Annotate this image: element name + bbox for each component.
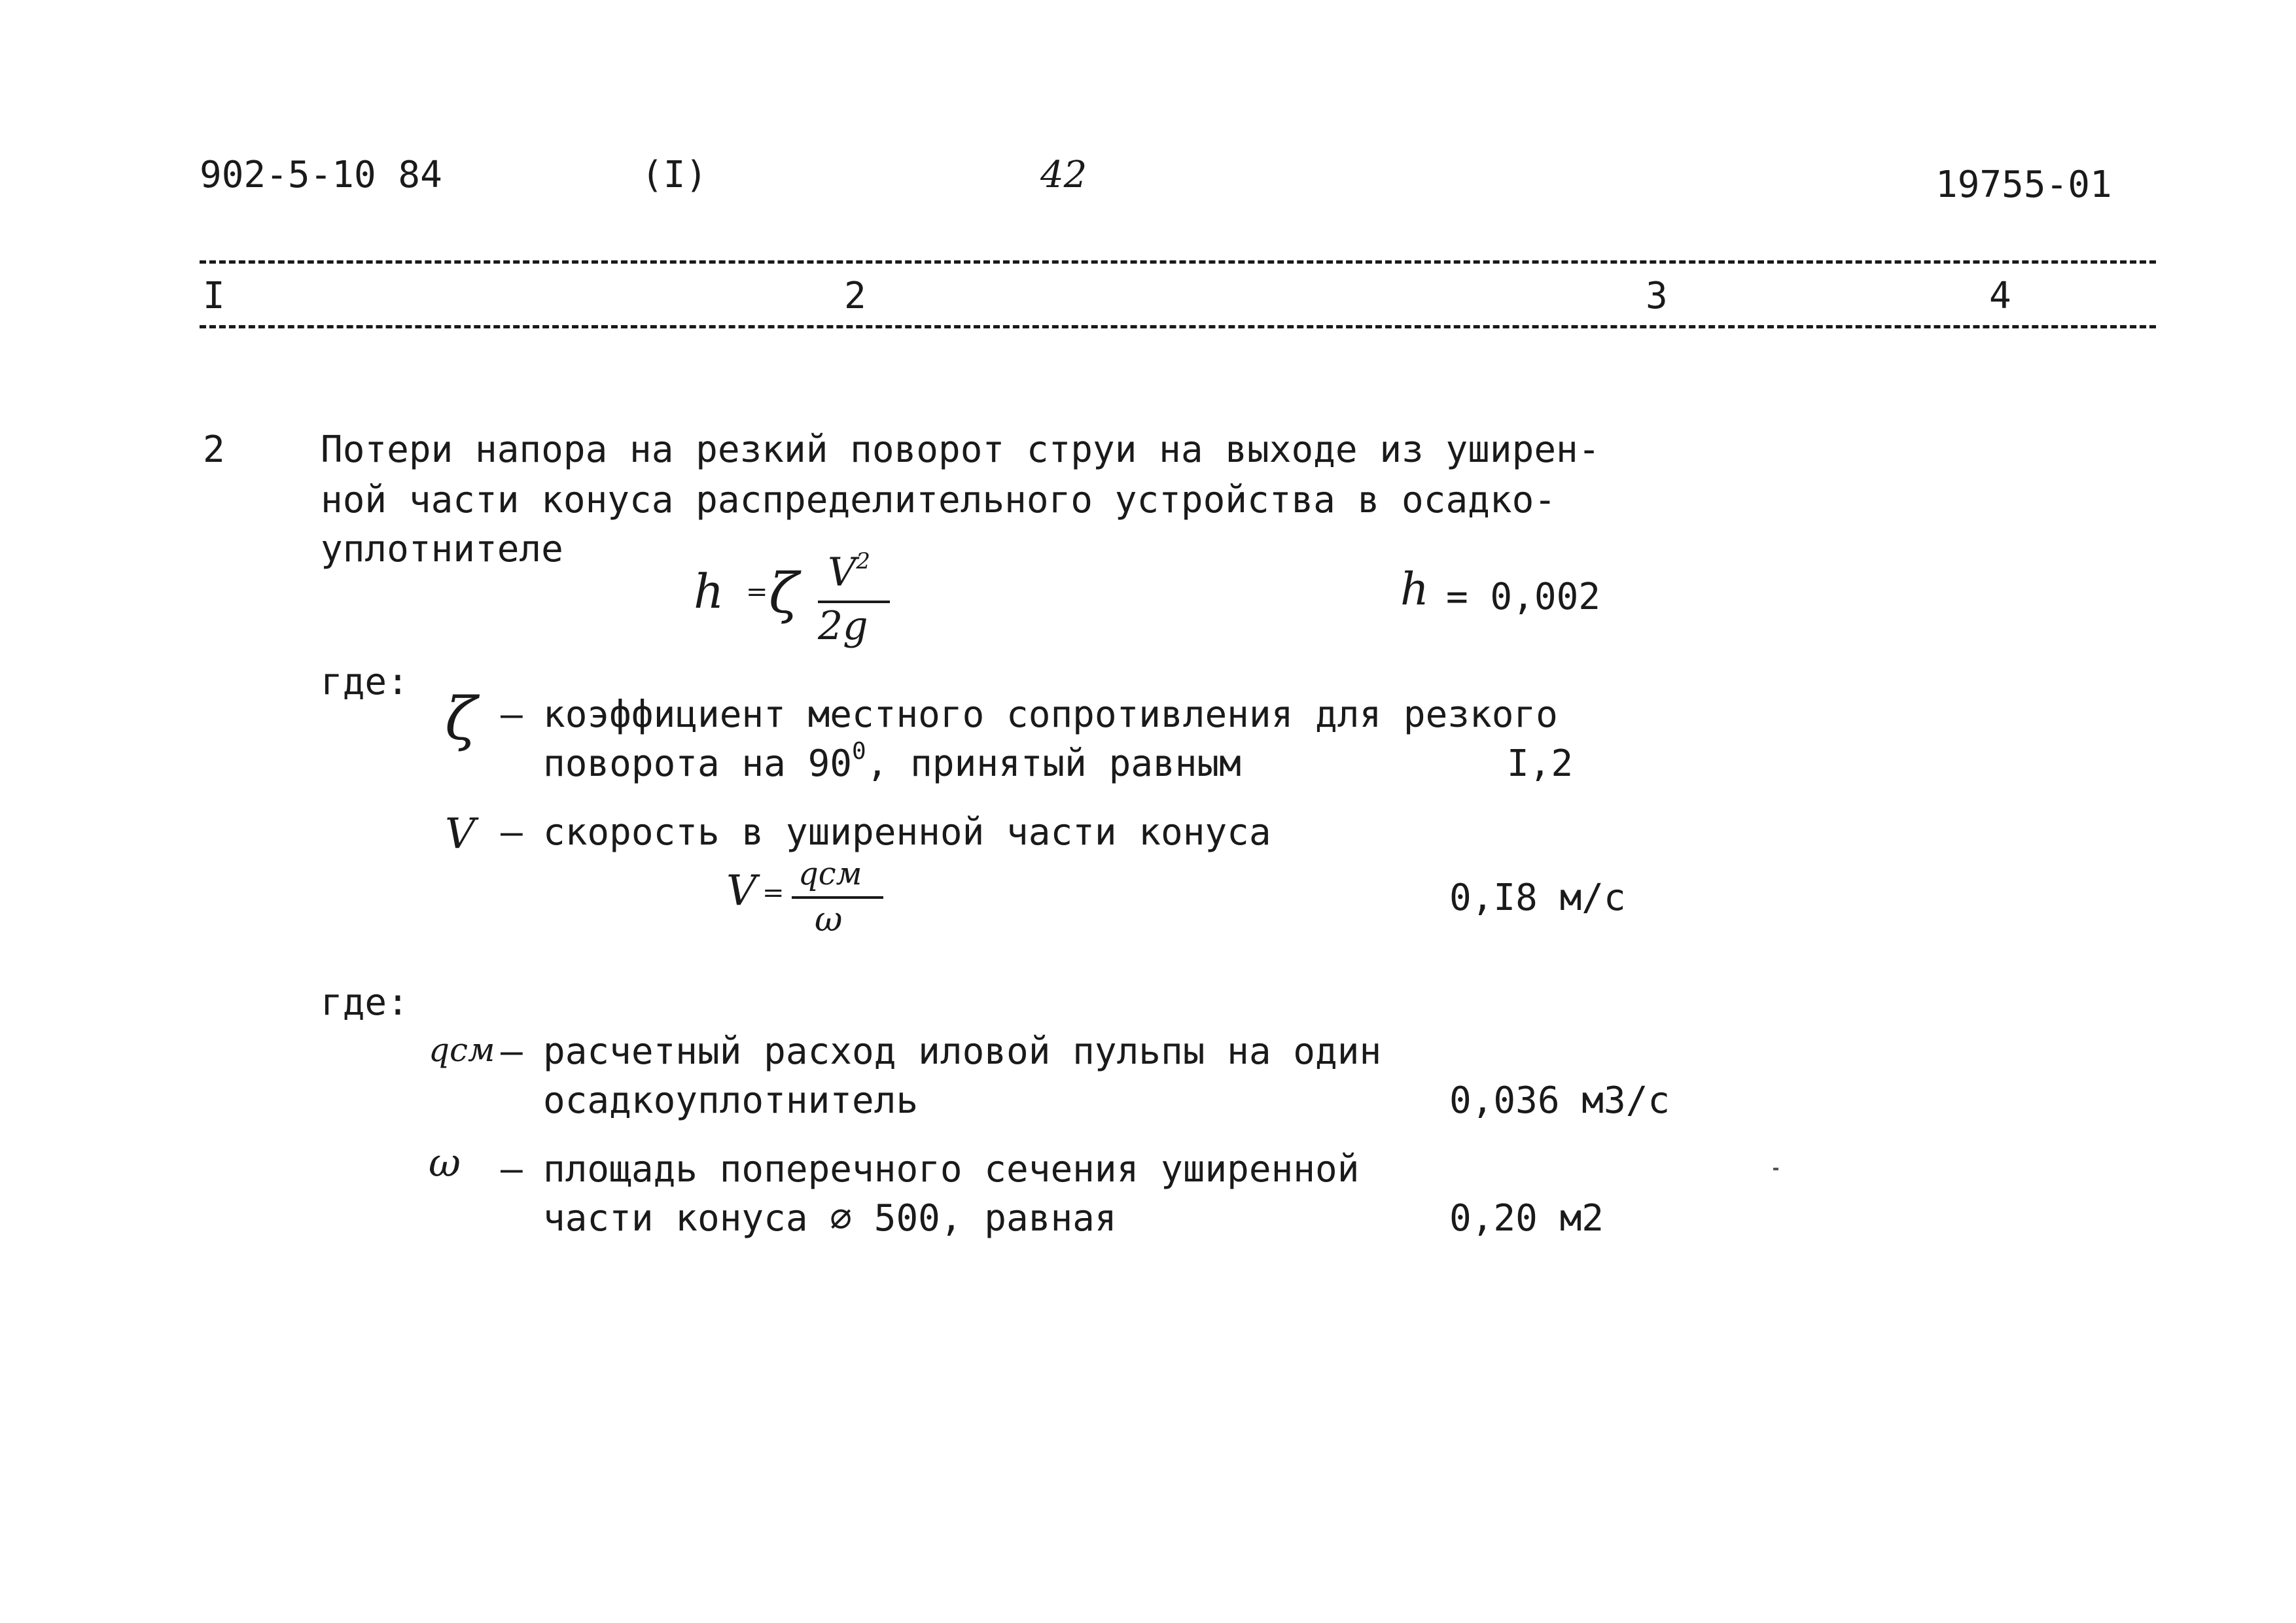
def-zeta-text-line-2: поворота на $90^0$, принятый равным (543, 738, 1241, 785)
formula-h-symbol: h (694, 564, 724, 619)
def-q-text-line-2: осадкоуплотнитель (543, 1079, 919, 1122)
doc-code: 902-5-10 84 (200, 154, 442, 196)
def-v-text: скорость в уширенной части конуса (543, 811, 1271, 854)
formula-v-fraction-bar (792, 896, 883, 899)
def-zeta-text-line-1: коэффициент местного сопротивления для резкого (543, 693, 1558, 736)
item-text-line-1: Потери напора на резкий поворот струи на выходе из уширен- (321, 428, 1600, 471)
column-number-1: I (203, 275, 225, 317)
result-h-symbol: h (1400, 564, 1429, 616)
sheet-code: 19755-01 (1935, 164, 2112, 206)
page-number: 42 (1040, 154, 1087, 196)
def-omega-text-line-1: площадь поперечного сечения уширенной (543, 1148, 1360, 1191)
def-v-value: 0,I8 м/с (1449, 877, 1626, 919)
def-zeta-symbol: ζ (445, 685, 477, 754)
album-number: (I) (641, 154, 708, 196)
formula-v-symbol: V (726, 867, 757, 915)
formula-v-numerator: qсм (798, 856, 862, 892)
item-text-line-3: уплотнителе (321, 528, 563, 570)
result-h-value: = 0,002 (1446, 576, 1601, 618)
def-zeta-value: I,2 (1507, 742, 1574, 785)
stray-dot (1773, 1168, 1778, 1170)
def-omega-value: 0,20 м2 (1449, 1197, 1604, 1240)
formula-equals: = (746, 577, 768, 607)
column-number-3: 3 (1646, 275, 1668, 317)
dashed-rule-bottom (200, 325, 2156, 328)
item-number: 2 (203, 428, 225, 471)
formula-denominator: 2g (818, 603, 868, 649)
def-omega-dash: – (501, 1148, 523, 1191)
item-text-line-2: ной части конуса распределительного устройства в осадко- (321, 479, 1557, 521)
column-number-2: 2 (844, 275, 866, 317)
formula-numerator: $V^2$ (828, 548, 870, 595)
formula-v-denominator: ω (815, 900, 843, 939)
def-q-dash: – (501, 1030, 523, 1073)
def-omega-symbol: ω (429, 1140, 461, 1186)
def-q-symbol: qсм (429, 1031, 495, 1069)
column-number-4: 4 (1989, 275, 2011, 317)
def-omega-text-line-2: части конуса ∅ 500, равная (543, 1197, 1117, 1240)
def-q-value: 0,036 м3/с (1449, 1079, 1670, 1122)
formula-v-equals: = (762, 878, 785, 908)
def-q-text-line-1: расчетный расход иловой пульпы на один (543, 1030, 1382, 1073)
dashed-rule-top (200, 260, 2156, 264)
def-zeta-dash: – (501, 693, 523, 736)
formula-zeta-symbol: ζ (769, 561, 799, 625)
where-label-2: где: (321, 981, 409, 1024)
degree-superscript: 0 (852, 738, 866, 765)
def-v-symbol: V (445, 810, 476, 858)
where-label-1: где: (321, 661, 409, 703)
def-v-dash: – (501, 811, 523, 854)
